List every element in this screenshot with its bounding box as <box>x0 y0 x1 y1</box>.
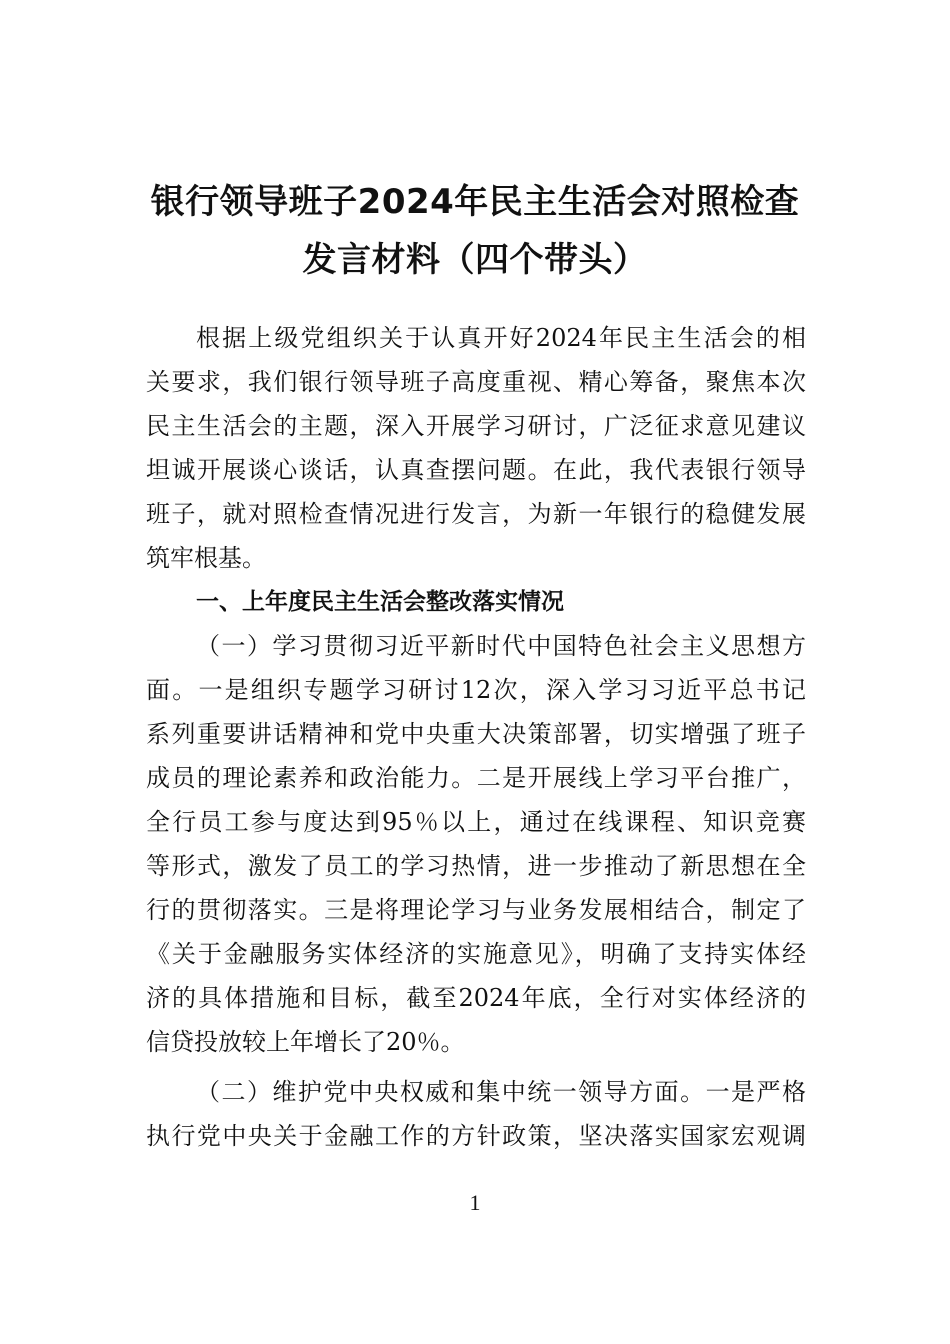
paragraph-line: 成员的理论素养和政治能力。二是开展线上学习平台推广， <box>146 764 806 792</box>
section-heading: 一、上年度民主生活会整改落实情况 <box>196 589 564 615</box>
paragraph-line: 信贷投放较上年增长了20％。 <box>146 1028 465 1056</box>
paragraph-line: 民主生活会的主题，深入开展学习研讨，广泛征求意见建议 <box>146 412 806 440</box>
document-title-line-1: 银行领导班子2024年民主生活会对照检查 <box>150 182 800 222</box>
paragraph-line: 关要求，我们银行领导班子高度重视、精心筹备，聚焦本次 <box>146 368 806 396</box>
document-title-line-2: 发言材料（四个带头） <box>302 240 648 280</box>
page-number: 1 <box>469 1190 481 1215</box>
paragraph-line: （二）维护党中央权威和集中统一领导方面。一是严格 <box>196 1078 806 1106</box>
paragraph-line: 坦诚开展谈心谈话，认真查摆问题。在此，我代表银行领导 <box>146 456 806 484</box>
paragraph-line: 系列重要讲话精神和党中央重大决策部署，切实增强了班子 <box>146 720 806 748</box>
paragraph-line: 面。一是组织专题学习研讨12次，深入学习习近平总书记 <box>146 676 806 704</box>
paragraph-line: （一）学习贯彻习近平新时代中国特色社会主义思想方 <box>196 632 806 660</box>
paragraph-line: 济的具体措施和目标，截至2024年底，全行对实体经济的 <box>146 984 806 1012</box>
paragraph-line: 筑牢根基。 <box>146 544 266 572</box>
subsection-1-paragraph <box>146 624 806 1064</box>
intro-paragraph <box>146 316 806 580</box>
paragraph-line: 根据上级党组织关于认真开好2024年民主生活会的相 <box>196 324 806 352</box>
subsection-2-paragraph <box>146 1070 806 1158</box>
paragraph-line: 班子，就对照检查情况进行发言，为新一年银行的稳健发展 <box>146 500 806 528</box>
paragraph-line: 执行党中央关于金融工作的方针政策，坚决落实国家宏观调 <box>146 1122 806 1150</box>
paragraph-line: 行的贯彻落实。三是将理论学习与业务发展相结合，制定了 <box>146 896 806 924</box>
paragraph-line: 全行员工参与度达到95％以上，通过在线课程、知识竞赛 <box>146 808 806 836</box>
section-heading-block <box>146 580 806 624</box>
paragraph-line: 等形式，激发了员工的学习热情，进一步推动了新思想在全 <box>146 852 806 880</box>
paragraph-line: 《关于金融服务实体经济的实施意见》，明确了支持实体经 <box>146 940 806 968</box>
